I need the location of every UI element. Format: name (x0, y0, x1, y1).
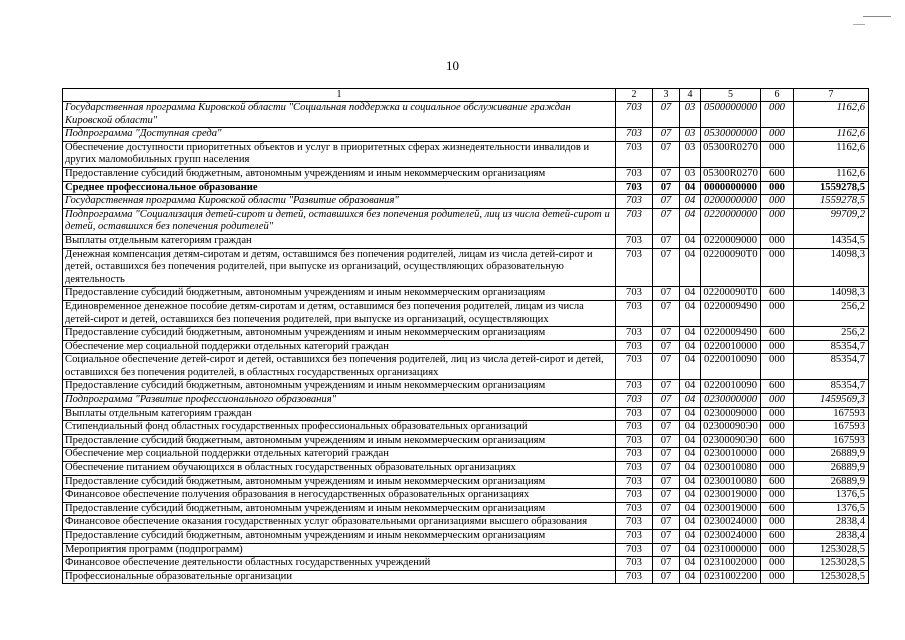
target-article-code: 0220010090 (701, 354, 761, 380)
expense-type-code: 600 (761, 530, 794, 544)
section-code: 07 (653, 380, 680, 394)
row-description: Предоставление субсидий бюджетным, автономным учреждениям и иным некоммерческим организациям (63, 502, 616, 516)
subsection-code: 03 (680, 141, 701, 167)
amount-value: 85354,7 (794, 354, 869, 380)
table-row (63, 195, 869, 209)
row-description: Предоставление субсидий бюджетным, автономным учреждениям и иным некоммерческим организациям (63, 380, 616, 394)
ministry-code: 703 (616, 407, 653, 421)
table-row (63, 421, 869, 435)
subsection-code: 04 (680, 248, 701, 287)
table-row (63, 502, 869, 516)
subsection-code: 03 (680, 167, 701, 181)
section-code: 07 (653, 434, 680, 448)
amount-value: 85354,7 (794, 380, 869, 394)
target-article-code: 0220010000 (701, 340, 761, 354)
expense-type-code: 000 (761, 181, 794, 195)
subsection-code: 04 (680, 434, 701, 448)
subsection-code: 04 (680, 502, 701, 516)
column-header: 3 (653, 89, 680, 102)
target-article-code: 0230019000 (701, 489, 761, 503)
ministry-code: 703 (616, 475, 653, 489)
row-description: Предоставление субсидий бюджетным, автономным учреждениям и иным некоммерческим организациям (63, 530, 616, 544)
table-row (63, 530, 869, 544)
budget-table (62, 88, 869, 584)
table-row (63, 102, 869, 128)
section-code: 07 (653, 407, 680, 421)
amount-value: 1459569,3 (794, 394, 869, 408)
column-header: 4 (680, 89, 701, 102)
row-description: Подпрограмма "Социализация детей-сирот и детей, оставшихся без попечения родителей, лиц из числа детей-сирот и детей, оставшихся без попечения родителей" (63, 208, 616, 234)
subsection-code: 03 (680, 128, 701, 142)
amount-value: 1253028,5 (794, 543, 869, 557)
amount-value: 2838,4 (794, 516, 869, 530)
amount-value: 1162,6 (794, 141, 869, 167)
amount-value: 26889,9 (794, 462, 869, 476)
table-row (63, 234, 869, 248)
expense-type-code: 000 (761, 448, 794, 462)
column-header: 5 (701, 89, 761, 102)
subsection-code: 04 (680, 475, 701, 489)
expense-type-code: 600 (761, 475, 794, 489)
target-article-code: 0230010000 (701, 448, 761, 462)
table-row (63, 287, 869, 301)
subsection-code: 04 (680, 287, 701, 301)
table-row (63, 516, 869, 530)
expense-type-code: 000 (761, 195, 794, 209)
target-article-code: 0230019000 (701, 502, 761, 516)
ministry-code: 703 (616, 327, 653, 341)
amount-value: 14098,3 (794, 248, 869, 287)
row-description: Социальное обеспечение детей-сирот и детей, оставшихся без попечения родителей, лиц из числа детей-сирот и детей, оставшихся без попечения родителей, в областных государственных организациях (63, 354, 616, 380)
column-header: 6 (761, 89, 794, 102)
ministry-code: 703 (616, 462, 653, 476)
target-article-code: 05300R0270 (701, 167, 761, 181)
table-row (63, 557, 869, 571)
subsection-code: 04 (680, 234, 701, 248)
target-article-code: 0220009490 (701, 300, 761, 326)
target-article-code: 02300090Э0 (701, 434, 761, 448)
expense-type-code: 000 (761, 462, 794, 476)
expense-type-code: 000 (761, 407, 794, 421)
target-article-code: 0230000000 (701, 394, 761, 408)
row-description: Денежная компенсация детям-сиротам и детям, оставшимся без попечения родителей, лицам из числа детей-сирот и детей, оставшихся без попечения родителей, при выпуске из организаций, осуществляющих образовательную деятельность (63, 248, 616, 287)
ministry-code: 703 (616, 234, 653, 248)
section-code: 07 (653, 248, 680, 287)
amount-value: 26889,9 (794, 448, 869, 462)
subsection-code: 04 (680, 421, 701, 435)
section-code: 07 (653, 475, 680, 489)
subsection-code: 04 (680, 354, 701, 380)
subsection-code: 04 (680, 380, 701, 394)
row-description: Предоставление субсидий бюджетным, автономным учреждениям и иным некоммерческим организациям (63, 167, 616, 181)
row-description: Обеспечение питанием обучающихся в областных государственных образовательных организациях (63, 462, 616, 476)
target-article-code: 0220010090 (701, 380, 761, 394)
ministry-code: 703 (616, 421, 653, 435)
page-number: 10 (446, 58, 459, 73)
ministry-code: 703 (616, 208, 653, 234)
section-code: 07 (653, 340, 680, 354)
ministry-code: 703 (616, 516, 653, 530)
row-description: Предоставление субсидий бюджетным, автономным учреждениям и иным некоммерческим организациям (63, 287, 616, 301)
expense-type-code: 600 (761, 327, 794, 341)
expense-type-code: 000 (761, 128, 794, 142)
expense-type-code: 000 (761, 489, 794, 503)
subsection-code: 04 (680, 516, 701, 530)
subsection-code: 04 (680, 394, 701, 408)
ministry-code: 703 (616, 181, 653, 195)
expense-type-code: 000 (761, 102, 794, 128)
ministry-code: 703 (616, 102, 653, 128)
subsection-code: 04 (680, 327, 701, 341)
amount-value: 99709,2 (794, 208, 869, 234)
amount-value: 1376,5 (794, 502, 869, 516)
ministry-code: 703 (616, 434, 653, 448)
target-article-code: 02300090Э0 (701, 421, 761, 435)
table-row (63, 570, 869, 584)
section-code: 07 (653, 141, 680, 167)
amount-value: 256,2 (794, 327, 869, 341)
ministry-code: 703 (616, 557, 653, 571)
amount-value: 1559278,5 (794, 181, 869, 195)
amount-value: 1162,6 (794, 167, 869, 181)
table-row (63, 448, 869, 462)
row-description: Предоставление субсидий бюджетным, автономным учреждениям и иным некоммерческим организациям (63, 327, 616, 341)
row-description: Обеспечение мер социальной поддержки отдельных категорий граждан (63, 340, 616, 354)
section-code: 07 (653, 354, 680, 380)
amount-value: 1559278,5 (794, 195, 869, 209)
target-article-code: 0530000000 (701, 128, 761, 142)
expense-type-code: 600 (761, 502, 794, 516)
section-code: 07 (653, 234, 680, 248)
section-code: 07 (653, 462, 680, 476)
amount-value: 1162,6 (794, 128, 869, 142)
subsection-code: 04 (680, 340, 701, 354)
target-article-code: 0220000000 (701, 208, 761, 234)
ministry-code: 703 (616, 502, 653, 516)
expense-type-code: 600 (761, 380, 794, 394)
target-article-code: 0230009000 (701, 407, 761, 421)
table-row (63, 354, 869, 380)
expense-type-code: 000 (761, 421, 794, 435)
amount-value: 14098,3 (794, 287, 869, 301)
table-row (63, 489, 869, 503)
section-code: 07 (653, 102, 680, 128)
ministry-code: 703 (616, 570, 653, 584)
column-header: 7 (794, 89, 869, 102)
subsection-code: 04 (680, 570, 701, 584)
expense-type-code: 000 (761, 234, 794, 248)
ministry-code: 703 (616, 380, 653, 394)
subsection-code: 04 (680, 462, 701, 476)
ministry-code: 703 (616, 128, 653, 142)
ministry-code: 703 (616, 195, 653, 209)
amount-value: 167593 (794, 434, 869, 448)
section-code: 07 (653, 421, 680, 435)
ministry-code: 703 (616, 300, 653, 326)
ministry-code: 703 (616, 530, 653, 544)
table-row (63, 462, 869, 476)
row-description: Выплаты отдельным категориям граждан (63, 234, 616, 248)
expense-type-code: 000 (761, 354, 794, 380)
subsection-code: 04 (680, 448, 701, 462)
target-article-code: 02200090Т0 (701, 287, 761, 301)
target-article-code: 02200090Т0 (701, 248, 761, 287)
amount-value: 167593 (794, 421, 869, 435)
scan-mark (863, 16, 891, 17)
expense-type-code: 600 (761, 287, 794, 301)
table-row (63, 141, 869, 167)
ministry-code: 703 (616, 354, 653, 380)
row-description: Профессиональные образовательные организации (63, 570, 616, 584)
row-description: Финансовое обеспечение оказания государственных услуг образовательными организациями высшего образования (63, 516, 616, 530)
amount-value: 85354,7 (794, 340, 869, 354)
amount-value: 26889,9 (794, 475, 869, 489)
row-description: Подпрограмма "Развитие профессионального образования" (63, 394, 616, 408)
row-description: Стипендиальный фонд областных государственных профессиональных образовательных организаций (63, 421, 616, 435)
row-description: Финансовое обеспечение получения образования в негосударственных образовательных организациях (63, 489, 616, 503)
section-code: 07 (653, 128, 680, 142)
amount-value: 1253028,5 (794, 570, 869, 584)
subsection-code: 04 (680, 181, 701, 195)
table-row (63, 327, 869, 341)
table-row (63, 300, 869, 326)
column-header: 1 (63, 89, 616, 102)
target-article-code: 0230010080 (701, 475, 761, 489)
amount-value: 2838,4 (794, 530, 869, 544)
target-article-code: 0000000000 (701, 181, 761, 195)
expense-type-code: 000 (761, 141, 794, 167)
table-row (63, 394, 869, 408)
table-row (63, 543, 869, 557)
scan-mark (853, 24, 865, 25)
expense-type-code: 000 (761, 300, 794, 326)
row-description: Среднее профессиональное образование (63, 181, 616, 195)
table-row (63, 380, 869, 394)
table-row (63, 208, 869, 234)
table-row (63, 475, 869, 489)
expense-type-code: 000 (761, 543, 794, 557)
section-code: 07 (653, 195, 680, 209)
section-code: 07 (653, 300, 680, 326)
expense-type-code: 000 (761, 248, 794, 287)
section-code: 07 (653, 489, 680, 503)
target-article-code: 0200000000 (701, 195, 761, 209)
target-article-code: 0231002200 (701, 570, 761, 584)
section-code: 07 (653, 448, 680, 462)
section-code: 07 (653, 327, 680, 341)
target-article-code: 0231000000 (701, 543, 761, 557)
table-body (63, 102, 869, 584)
target-article-code: 05300R0270 (701, 141, 761, 167)
amount-value: 14354,5 (794, 234, 869, 248)
row-description: Обеспечение доступности приоритетных объектов и услуг в приоритетных сферах жизнедеятельности инвалидов и других маломобильных групп населения (63, 141, 616, 167)
amount-value: 1376,5 (794, 489, 869, 503)
section-code: 07 (653, 394, 680, 408)
ministry-code: 703 (616, 141, 653, 167)
row-description: Предоставление субсидий бюджетным, автономным учреждениям и иным некоммерческим организациям (63, 434, 616, 448)
expense-type-code: 000 (761, 570, 794, 584)
section-code: 07 (653, 181, 680, 195)
row-description: Обеспечение мер социальной поддержки отдельных категорий граждан (63, 448, 616, 462)
section-code: 07 (653, 557, 680, 571)
amount-value: 1253028,5 (794, 557, 869, 571)
row-description: Финансовое обеспечение деятельности областных государственных учреждений (63, 557, 616, 571)
amount-value: 256,2 (794, 300, 869, 326)
ministry-code: 703 (616, 340, 653, 354)
section-code: 07 (653, 208, 680, 234)
ministry-code: 703 (616, 489, 653, 503)
subsection-code: 04 (680, 208, 701, 234)
table-row (63, 167, 869, 181)
expense-type-code: 000 (761, 340, 794, 354)
subsection-code: 04 (680, 489, 701, 503)
expense-type-code: 600 (761, 167, 794, 181)
amount-value: 1162,6 (794, 102, 869, 128)
row-description: Подпрограмма "Доступная среда" (63, 128, 616, 142)
target-article-code: 0220009490 (701, 327, 761, 341)
row-description: Единовременное денежное пособие детям-сиротам и детям, оставшимся без попечения родителей, лицам из числа детей-сирот и детей, оставшихся без попечения родителей, при выпуске из организаций, осуществляющих (63, 300, 616, 326)
table-row (63, 181, 869, 195)
ministry-code: 703 (616, 448, 653, 462)
ministry-code: 703 (616, 287, 653, 301)
expense-type-code: 600 (761, 434, 794, 448)
target-article-code: 0500000000 (701, 102, 761, 128)
expense-type-code: 000 (761, 557, 794, 571)
section-code: 07 (653, 287, 680, 301)
row-description: Предоставление субсидий бюджетным, автономным учреждениям и иным некоммерческим организациям (63, 475, 616, 489)
expense-type-code: 000 (761, 208, 794, 234)
section-code: 07 (653, 516, 680, 530)
table-row (63, 407, 869, 421)
subsection-code: 04 (680, 543, 701, 557)
section-code: 07 (653, 543, 680, 557)
table-header-row (63, 89, 869, 102)
section-code: 07 (653, 570, 680, 584)
subsection-code: 04 (680, 195, 701, 209)
row-description: Государственная программа Кировской области "Социальная поддержка и социальное обслуживание граждан Кировской области" (63, 102, 616, 128)
table-row (63, 340, 869, 354)
target-article-code: 0231002000 (701, 557, 761, 571)
ministry-code: 703 (616, 543, 653, 557)
subsection-code: 04 (680, 407, 701, 421)
subsection-code: 03 (680, 102, 701, 128)
expense-type-code: 000 (761, 516, 794, 530)
section-code: 07 (653, 167, 680, 181)
ministry-code: 703 (616, 167, 653, 181)
target-article-code: 0230024000 (701, 530, 761, 544)
column-header: 2 (616, 89, 653, 102)
target-article-code: 0230010080 (701, 462, 761, 476)
table-row (63, 128, 869, 142)
row-description: Мероприятия программ (подпрограмм) (63, 543, 616, 557)
subsection-code: 04 (680, 530, 701, 544)
amount-value: 167593 (794, 407, 869, 421)
target-article-code: 0230024000 (701, 516, 761, 530)
subsection-code: 04 (680, 300, 701, 326)
row-description: Государственная программа Кировской области "Развитие образования" (63, 195, 616, 209)
section-code: 07 (653, 502, 680, 516)
subsection-code: 04 (680, 557, 701, 571)
table-row (63, 434, 869, 448)
row-description: Выплаты отдельным категориям граждан (63, 407, 616, 421)
ministry-code: 703 (616, 394, 653, 408)
section-code: 07 (653, 530, 680, 544)
ministry-code: 703 (616, 248, 653, 287)
target-article-code: 0220009000 (701, 234, 761, 248)
expense-type-code: 000 (761, 394, 794, 408)
table-row (63, 248, 869, 287)
